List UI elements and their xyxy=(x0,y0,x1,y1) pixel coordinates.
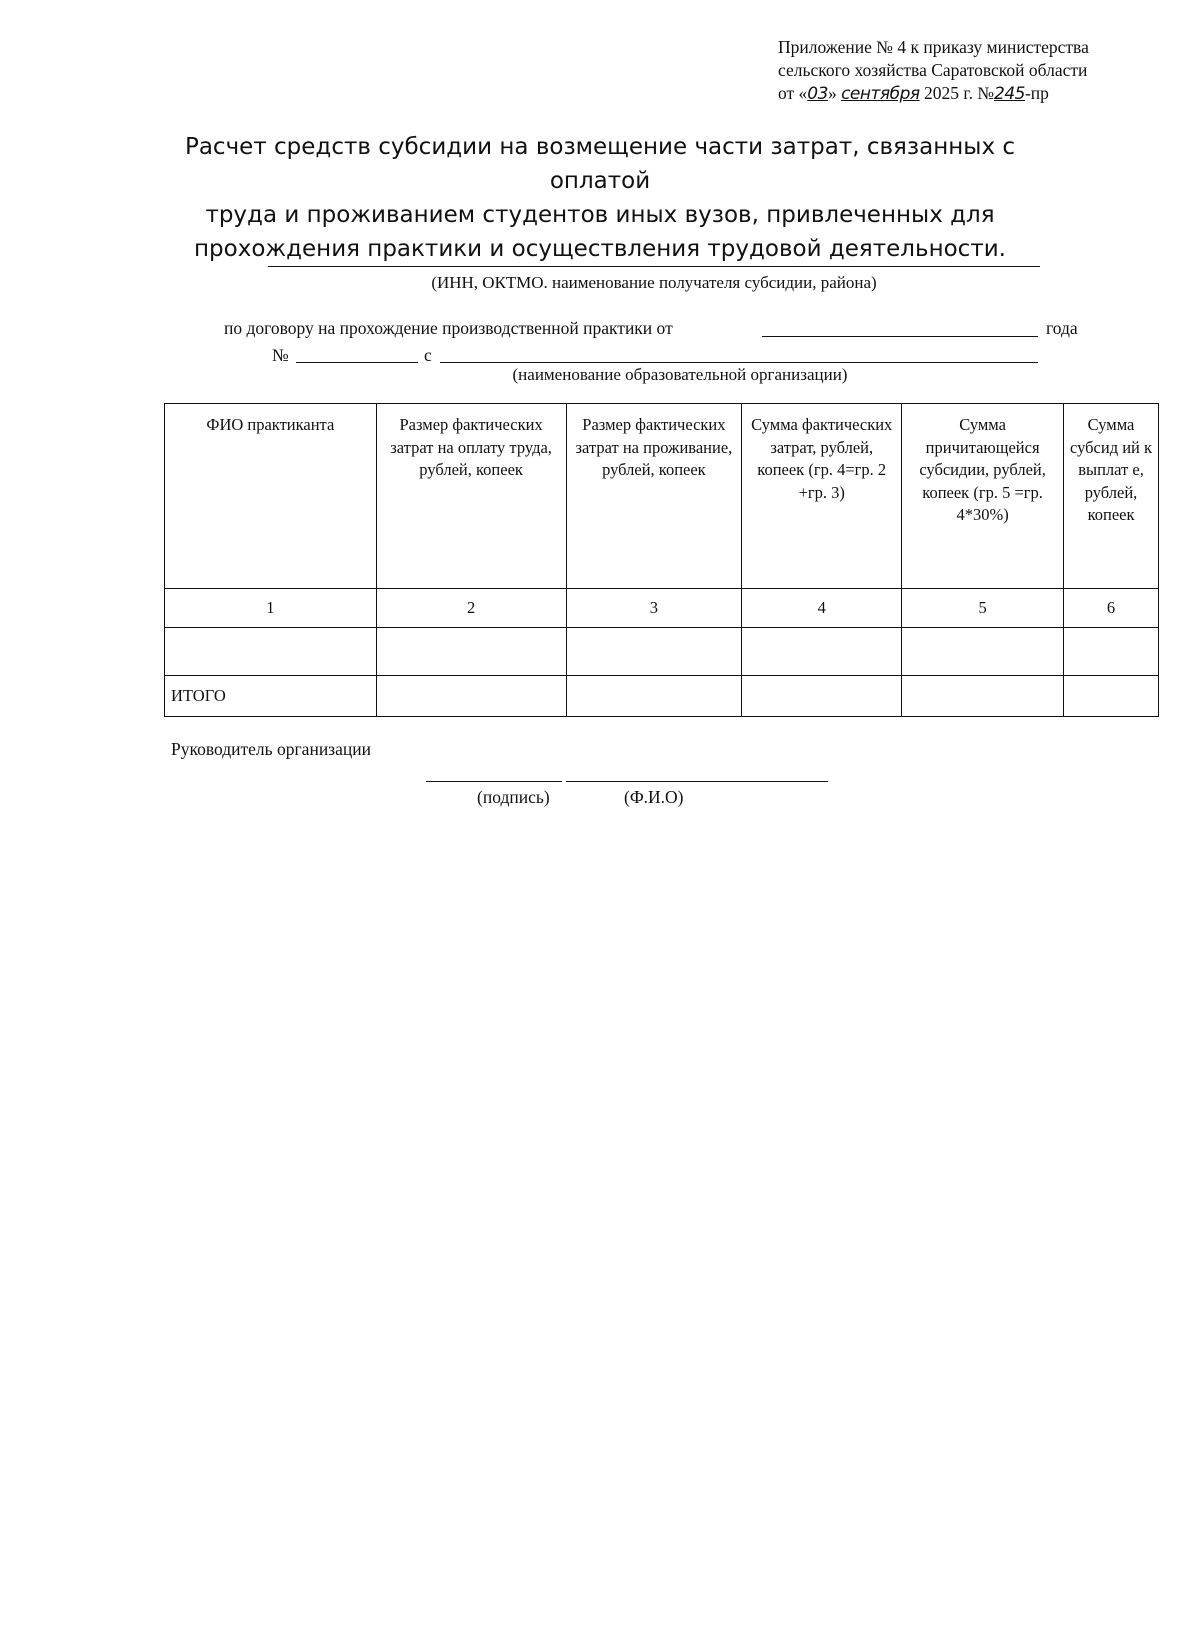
appendix-line-3 xyxy=(778,82,1178,106)
date-year: 2025 г. № xyxy=(924,83,995,103)
total-label: ИТОГО xyxy=(165,676,377,717)
date-mid: » xyxy=(827,83,837,103)
calculation-table xyxy=(164,403,1159,717)
table-cell xyxy=(1064,628,1159,676)
header-cell-subsidy-due: Сумма причитающейся субсидии, рублей, копеек (гр. 5 =гр. 4*30%) xyxy=(902,404,1064,589)
date-prefix: от « xyxy=(778,83,808,103)
table-cell xyxy=(902,628,1064,676)
table-cell xyxy=(165,628,377,676)
title-line-3: прохождения практики и осуществления трудовой деятельности. xyxy=(194,236,1006,262)
contract-with-label: с xyxy=(424,345,432,365)
table-column-numbers-row xyxy=(165,589,1159,628)
column-number: 2 xyxy=(376,589,566,628)
name-caption: (Ф.И.О) xyxy=(624,787,684,807)
contract-number-label: № xyxy=(272,345,289,365)
appendix-line-2: сельского хозяйства Саратовской области xyxy=(778,60,1088,80)
table-cell xyxy=(742,628,902,676)
column-number: 3 xyxy=(566,589,742,628)
header-cell-fio: ФИО практиканта xyxy=(165,404,377,589)
appendix-line-1: Приложение № 4 к приказу министерства xyxy=(778,37,1089,57)
header-cell-labor-costs: Размер фактических затрат на оплату труда, рублей, копеек xyxy=(376,404,566,589)
handwritten-day: 03 xyxy=(807,84,828,104)
contract-prefix: по договору на прохождение производственной практики от xyxy=(224,318,673,338)
number-suffix: -пр xyxy=(1024,83,1049,103)
column-number: 4 xyxy=(742,589,902,628)
table-header-row xyxy=(165,404,1159,589)
table-cell xyxy=(566,628,742,676)
head-of-organization-label: Руководитель организации xyxy=(171,739,371,759)
recipient-blank-line xyxy=(268,266,1040,267)
recipient-caption: (ИНН, ОКТМО. наименование получателя субсидии, района) xyxy=(431,273,877,292)
table-cell xyxy=(1064,676,1159,717)
table-cell xyxy=(902,676,1064,717)
title-line-1: Расчет средств субсидии на возмещение части затрат, связанных с оплатой xyxy=(184,134,1016,194)
document-title xyxy=(150,130,1050,266)
table-row xyxy=(165,628,1159,676)
title-line-2: труда и проживанием студентов иных вузов, привлеченных для xyxy=(205,202,995,228)
column-number: 1 xyxy=(165,589,377,628)
contract-date-blank-line xyxy=(762,336,1038,337)
signature-blank-line xyxy=(426,781,562,782)
organization-blank-line xyxy=(440,362,1038,363)
table-cell xyxy=(742,676,902,717)
header-cell-subsidy-payout: Сумма субсид ий к выплат е, рублей, копеек xyxy=(1064,404,1159,589)
handwritten-number: 245 xyxy=(994,84,1025,104)
name-blank-line xyxy=(566,781,828,782)
table-cell xyxy=(376,628,566,676)
appendix-header xyxy=(778,36,1178,106)
header-cell-total-costs: Сумма фактических затрат, рублей, копеек (гр. 4=гр. 2 +гр. 3) xyxy=(742,404,902,589)
table-cell xyxy=(566,676,742,717)
handwritten-month: сентября xyxy=(841,84,920,104)
table-cell xyxy=(376,676,566,717)
column-number: 5 xyxy=(902,589,1064,628)
contract-number-blank-line xyxy=(296,362,418,363)
table-total-row xyxy=(165,676,1159,717)
column-number: 6 xyxy=(1064,589,1159,628)
contract-year-label: года xyxy=(1046,318,1078,338)
organization-caption: (наименование образовательной организации) xyxy=(512,365,848,384)
header-cell-housing-costs: Размер фактических затрат на проживание, рублей, копеек xyxy=(566,404,742,589)
signature-caption: (подпись) xyxy=(477,787,550,807)
